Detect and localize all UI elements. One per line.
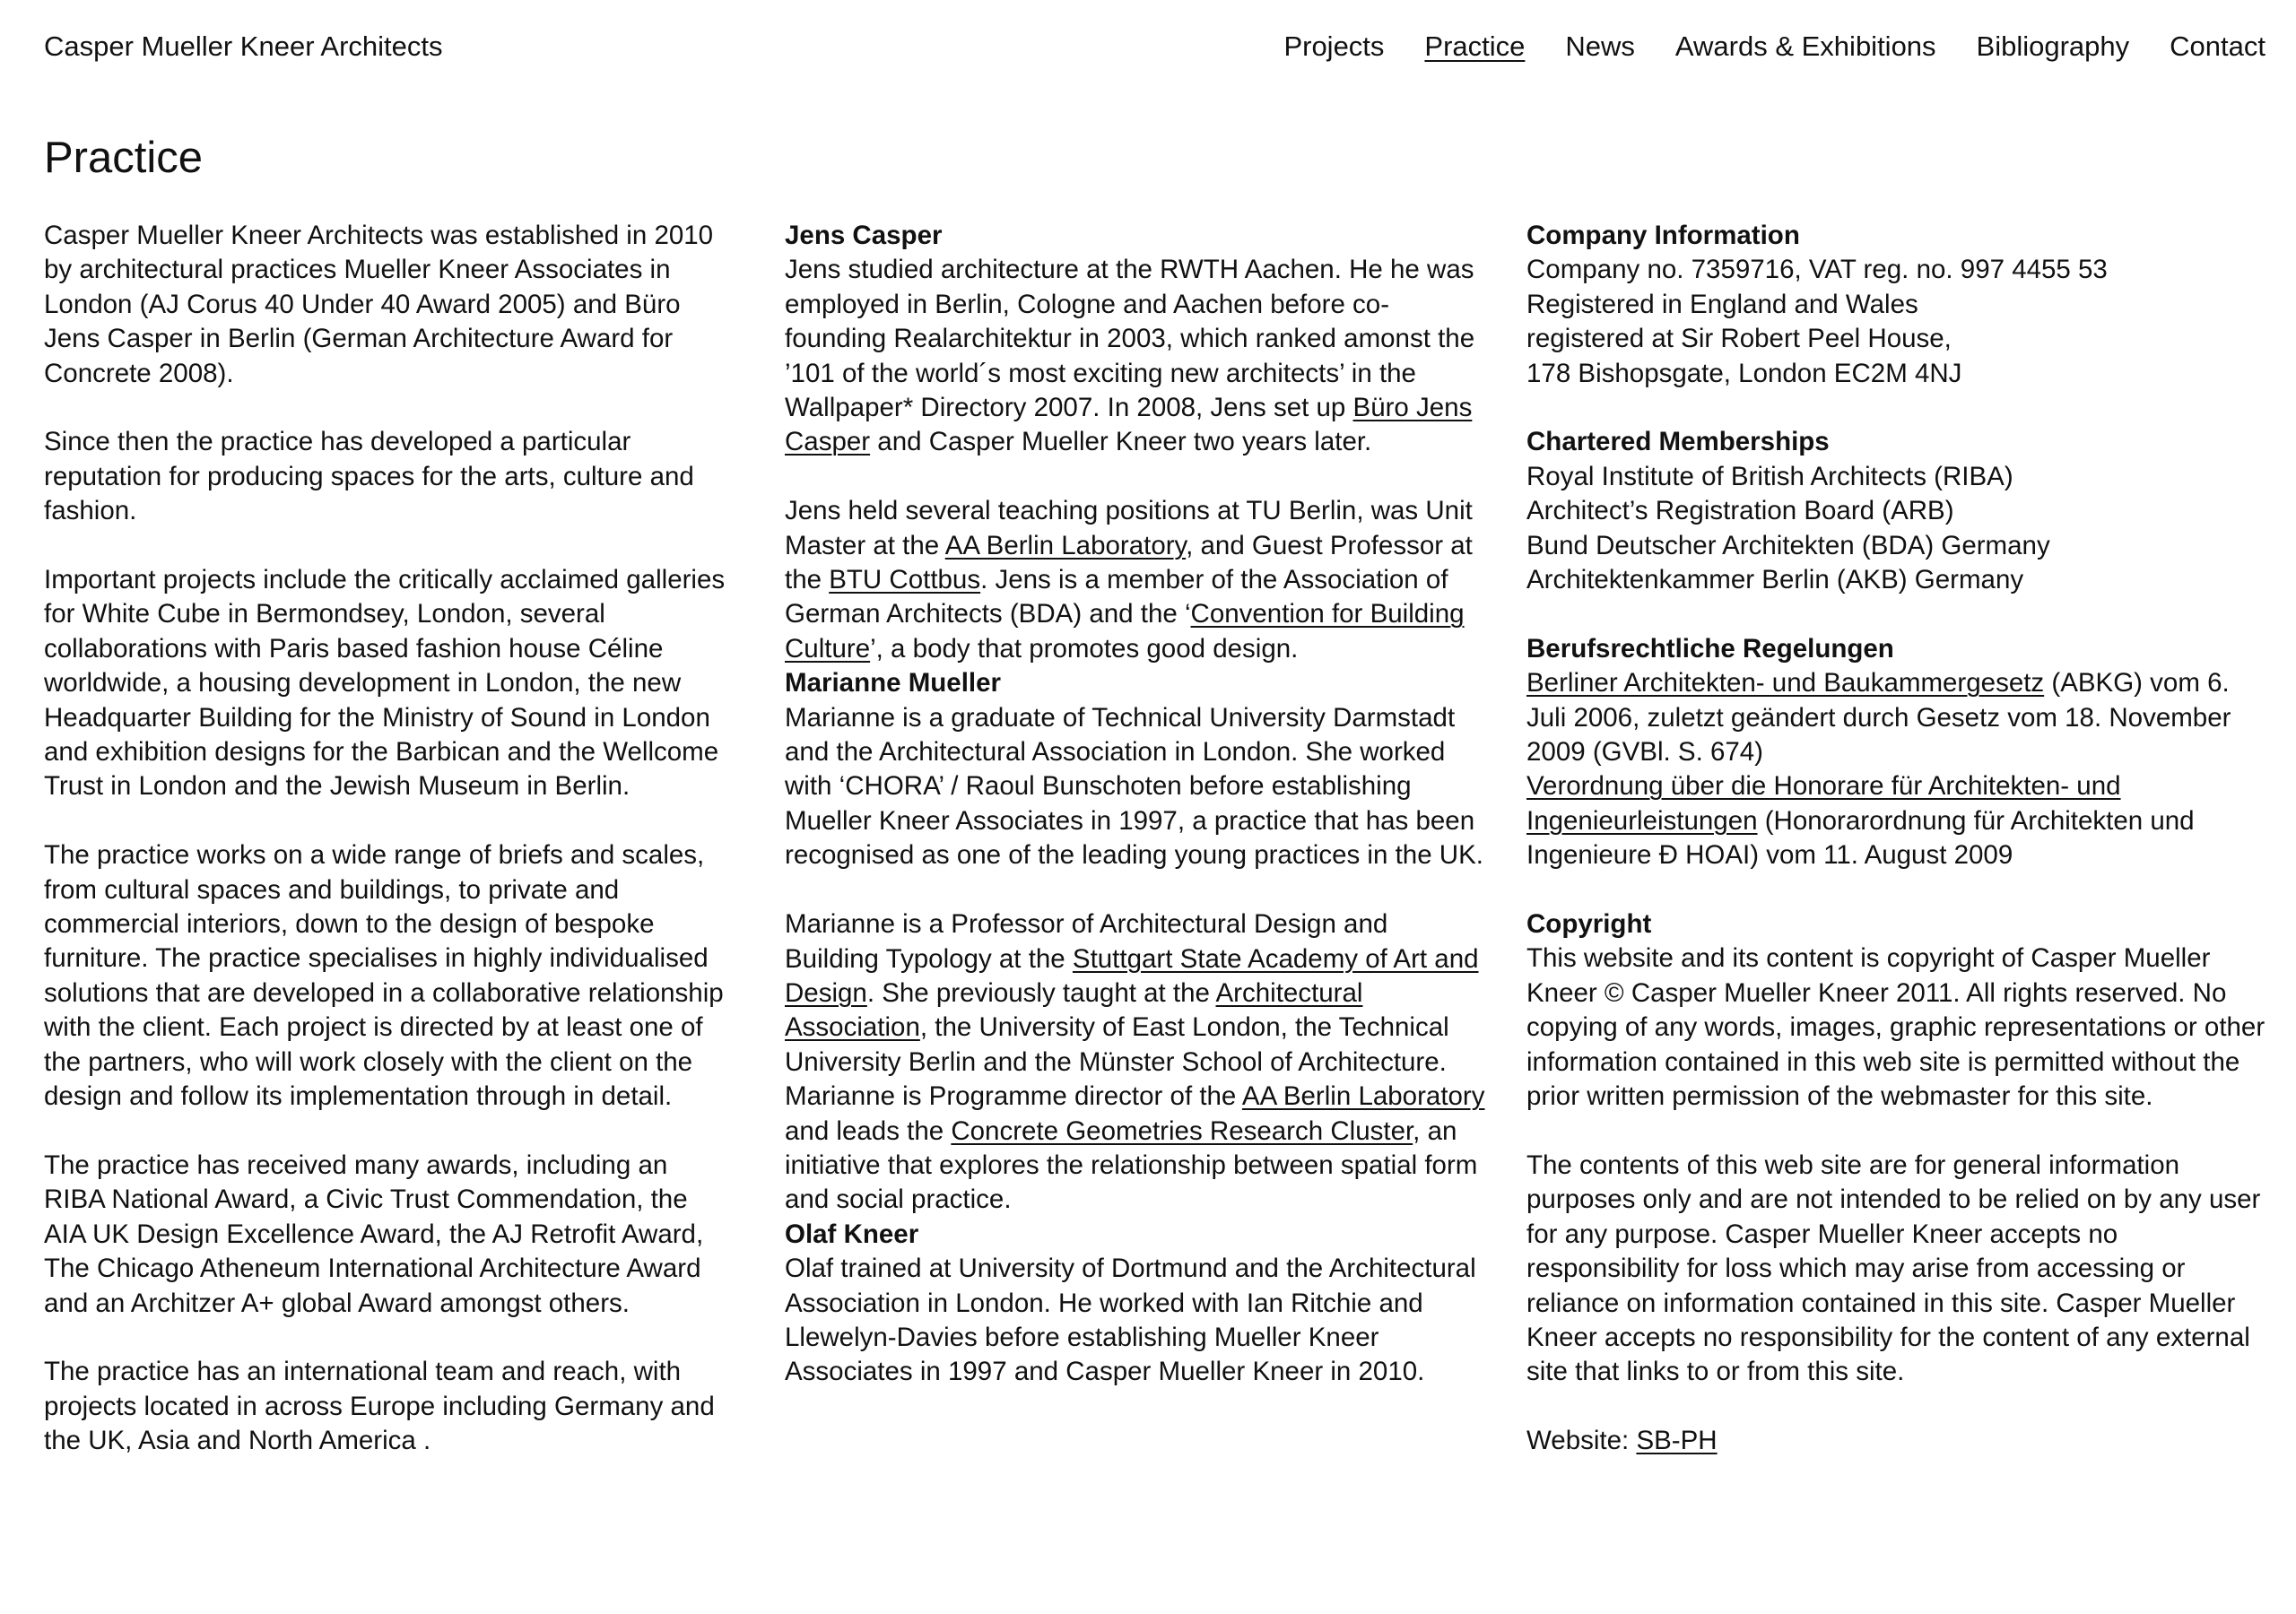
- link-stuttgart-academy[interactable]: Stuttgart State Academy of Art and Design: [785, 943, 1479, 1008]
- website-label: Website:: [1526, 1426, 1637, 1456]
- memberships-heading: Chartered Memberships: [1526, 427, 1830, 457]
- jens-text: , and Guest Professor at the: [785, 530, 1473, 595]
- jens-text: ’, a body that promotes good design.: [870, 633, 1299, 664]
- marianne-text: . She previously taught at the: [866, 977, 1216, 1008]
- nav-awards-exhibitions[interactable]: Awards & Exhibitions: [1674, 30, 1936, 62]
- link-hoai-verordnung[interactable]: Verordnung über die Honorare für Architekten- und Ingenieurleistungen: [1526, 771, 2121, 836]
- link-convention-building-culture[interactable]: Convention for Building Culture: [785, 599, 1465, 664]
- link-sb-ph[interactable]: SB-PH: [1636, 1426, 1718, 1456]
- jens-text: Jens studied architecture at the RWTH Aachen. He he was employed in Berlin, Cologne and Aachen before co-founding Realarchitektur in 2003, which ranked amonst the ’101 of the world´s most exciting new architects’ in the Wallpaper* Directory 2007. In 2008, Jens set up: [785, 255, 1475, 423]
- practice-paragraph-6: The practice has an international team and reach, with projects located in across Europe including Germany and the UK, Asia and North America .: [44, 1357, 715, 1456]
- company-heading: Company Information: [1526, 221, 1800, 250]
- membership-line: Royal Institute of British Architects (RIBA): [1526, 461, 2013, 491]
- company-line: registered at Sir Robert Peel House, 178 Bishopsgate, London EC2M 4NJ: [1526, 324, 1962, 388]
- nav-news[interactable]: News: [1565, 30, 1635, 62]
- copyright-heading: Copyright: [1526, 909, 1652, 940]
- jens-text: Jens held several teaching positions at TU Berlin, was Unit Master at the: [785, 496, 1473, 560]
- link-concrete-geometries[interactable]: Concrete Geometries Research Cluster: [951, 1115, 1413, 1146]
- partner-olaf-kneer: [785, 1218, 1489, 1390]
- olaf-paragraph-1: Olaf trained at University of Dortmund and the Architectural Association in London. He worked with Ian Ritchie and Llewelyn-Davies before establishing Mueller Kneer Associates in 1997 and Casper Mueller Kneer in 2010.: [785, 1254, 1476, 1387]
- practice-paragraph-2: Since then the practice has developed a particular reputation for producing spaces for the arts, culture and fashion.: [44, 427, 694, 526]
- partner-heading-marianne: Marianne Mueller: [785, 668, 1001, 699]
- jens-text: and Casper Mueller Kneer two years later.: [870, 427, 1372, 457]
- regulation-text: (ABKG) vom 6. Juli 2006, zuletzt geändert durch Gesetz vom 18. November 2009 (GVBl. S. 674): [1526, 668, 2231, 768]
- membership-line: Bund Deutscher Architekten (BDA) Germany: [1526, 530, 2050, 560]
- link-btu-cottbus[interactable]: BTU Cottbus: [829, 565, 981, 595]
- regulations-heading: Berufsrechtliche Regelungen: [1526, 633, 1894, 664]
- copyright-paragraph-2: The contents of this web site are for general information purposes only and are not intended to be relied on by any user for any purpose. Casper Mueller Kneer accepts no responsibility for loss which may arise from accessing or reliance on information contained in this site. Casper Mueller Kneer accepts no responsibility for the content of any external site that links to or from this site.: [1526, 1150, 2261, 1387]
- nav-contact[interactable]: Contact: [2170, 30, 2266, 62]
- company-column: [1526, 219, 2271, 1493]
- practice-column: [44, 219, 735, 1493]
- partner-heading-jens: Jens Casper: [785, 221, 943, 250]
- nav-bibliography[interactable]: Bibliography: [1976, 30, 2130, 62]
- regulation-text: (Honorarordnung für Architekten und Ingenieure Ð HOAI) vom 11. August 2009: [1526, 805, 2195, 871]
- nav-projects[interactable]: Projects: [1283, 30, 1385, 62]
- marianne-text: , the University of East London, the Technical University Berlin and the Münster School of Architecture. Marianne is Programme director of the: [785, 1012, 1449, 1112]
- company-line: Registered in England and Wales: [1526, 289, 1918, 319]
- copyright-paragraph-1: This website and its content is copyright of Casper Mueller Kneer © Casper Mueller Kneer 2011. All rights reserved. No copying of any words, images, graphic representations or other information contained in this web site is permitted without the prior written permission of the webmaster for this site.: [1526, 943, 2266, 1112]
- membership-line: Architect’s Registration Board (ARB): [1526, 496, 1954, 526]
- partner-marianne-mueller: [785, 666, 1489, 1217]
- jens-paragraph-1: [785, 253, 1489, 459]
- partners-column: [785, 219, 1489, 1424]
- marianne-paragraph-2: [785, 907, 1489, 1218]
- practice-paragraph-3: Important projects include the critically acclaimed galleries for White Cube in Bermondsey, London, several collaborations with Paris based fashion house Céline worldwide, a housing development in London, the new Headquarter Building for the Ministry of Sound in London and exhibition designs for the Barbican and the Wellcome Trust in London and the Jewish Museum in Berlin.: [44, 565, 726, 802]
- website-credit: [1526, 1424, 2271, 1458]
- company-information: [1526, 219, 2271, 391]
- practice-paragraph-1: Casper Mueller Kneer Architects was established in 2010 by architectural practices Mueller Kneer Associates in London (AJ Corus 40 Under 40 Award 2005) and Büro Jens Casper in Berlin (German Architecture Award for Concrete 2008).: [44, 221, 714, 388]
- site-title-link[interactable]: Casper Mueller Kneer Architects: [44, 30, 443, 62]
- site-header: [0, 0, 2296, 99]
- link-aa-berlin-laboratory-2[interactable]: AA Berlin Laboratory: [1241, 1081, 1485, 1112]
- company-line: Company no. 7359716, VAT reg. no. 997 4455 53: [1526, 255, 2108, 285]
- main-nav: [1283, 29, 2266, 65]
- link-architectural-association[interactable]: Architectural Association: [785, 977, 1363, 1043]
- regulation-entry-1: [1526, 666, 2271, 769]
- link-aa-berlin-laboratory[interactable]: AA Berlin Laboratory: [944, 530, 1187, 560]
- marianne-text: and leads the: [785, 1115, 952, 1146]
- jens-paragraph-2: [785, 494, 1489, 666]
- partner-jens-casper: [785, 219, 1489, 666]
- chartered-memberships: [1526, 425, 2271, 597]
- practice-paragraph-4: The practice works on a wide range of briefs and scales, from cultural spaces and buildings, to private and commercial interiors, down to the design of bespoke furniture. The practice specialises in highly individualised solutions that are developed in a collaborative relationship with the client. Each project is directed by at least one of the partners, who will work closely with the client on the design and follow its implementation through in detail.: [44, 840, 724, 1112]
- membership-line: Architektenkammer Berlin (AKB) Germany: [1526, 565, 2024, 595]
- professional-regulations: [1526, 632, 2271, 873]
- page-title: Practice: [44, 134, 204, 182]
- link-berliner-architektengesetz[interactable]: Berliner Architekten- und Baukammergesetz: [1526, 668, 2045, 699]
- partner-heading-olaf: Olaf Kneer: [785, 1219, 919, 1249]
- marianne-text: Marianne is a Professor of Architectural Design and Building Typology at the: [785, 909, 1388, 974]
- jens-text: . Jens is a member of the Association of German Architects (BDA) and the ‘: [785, 565, 1448, 629]
- marianne-text: , an initiative that explores the relationship between spatial form and social practice.: [785, 1115, 1478, 1215]
- practice-paragraph-5: The practice has received many awards, including an RIBA National Award, a Civic Trust Commendation, the AIA UK Design Excellence Award, the AJ Retrofit Award, The Chicago Atheneum International Architecture Award and an Architzer A+ global Award amongst others.: [44, 1150, 704, 1318]
- nav-practice[interactable]: Practice: [1424, 30, 1526, 62]
- marianne-paragraph-1: Marianne is a graduate of Technical University Darmstadt and the Architectural Association in London. She worked with ‘CHORA’ / Raoul Bunschoten before establishing Mueller Kneer Associates in 1997, a practice that has been recognised as one of the leading young practices in the UK.: [785, 702, 1483, 871]
- copyright-section: [1526, 907, 2271, 1458]
- link-buro-jens-casper[interactable]: Büro Jens Casper: [785, 393, 1473, 457]
- regulation-entry-2: [1526, 769, 2235, 872]
